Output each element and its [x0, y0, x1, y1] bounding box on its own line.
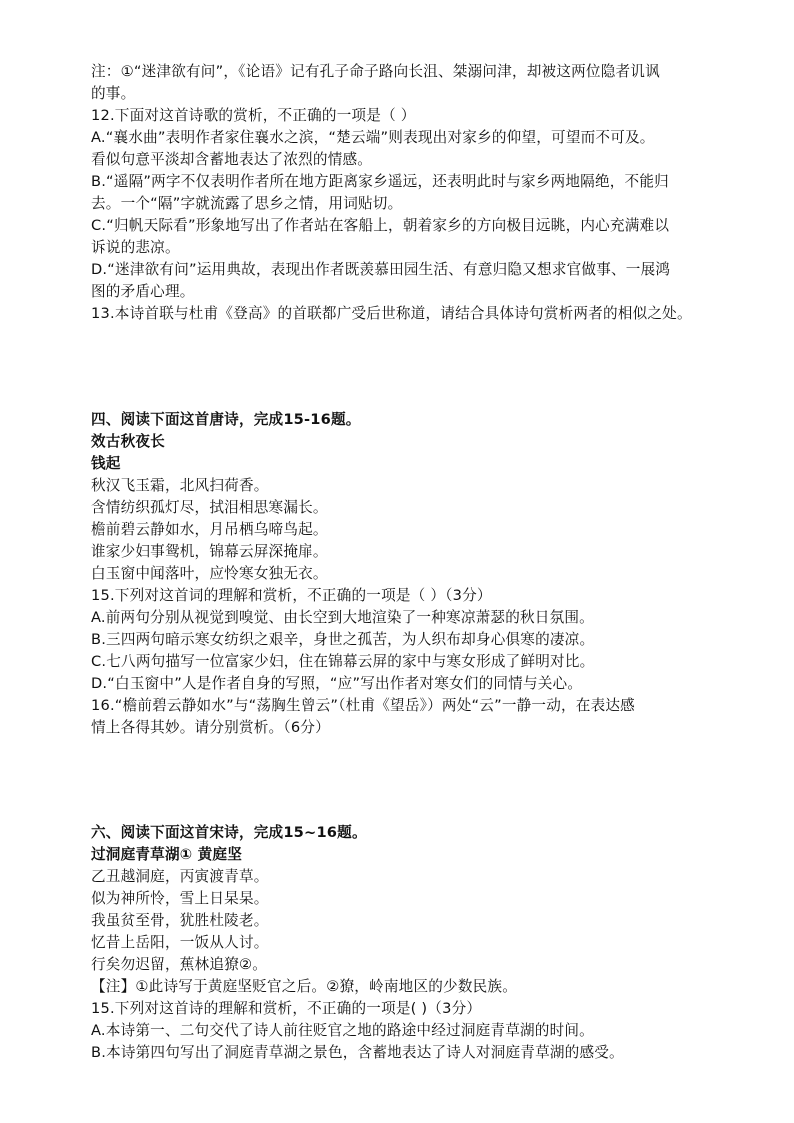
- poem-title-author: 过洞庭青草湖① 黄庭坚: [91, 846, 242, 863]
- note-line-2: 的事。: [91, 85, 136, 102]
- question-15: 15.下列对这首词的理解和赏析，不正确的一项是（ ）（3分）: [91, 587, 492, 604]
- section-6-heading: 六、阅读下面这首宋诗，完成15~16题。: [91, 824, 367, 841]
- q15-option-b: B.三四两句暗示寒女纺织之艰辛，身世之孤苦，为人织布却身心俱寒的凄凉。: [91, 631, 595, 648]
- poem-line: 檐前碧云静如水，月吊栖乌啼鸟起。: [91, 521, 328, 538]
- q12-option-c-line-2: 诉说的悲凉。: [91, 239, 180, 256]
- poem-line: 我虽贫至骨，犹胜杜陵老。: [91, 912, 269, 929]
- question-13: 13.本诗首联与杜甫《登高》的首联都广受后世称道，请结合具体诗句赏析两者的相似之处。: [91, 305, 692, 322]
- poem-author: 钱起: [91, 455, 121, 472]
- q12-option-a-line-1: A.“襄水曲”表明作者家住襄水之滨，“楚云端”则表现出对家乡的仰望，可望而不可及。: [91, 129, 655, 146]
- q12-option-c-line-1: C.“归帆天际看”形象地写出了作者站在客船上，朝着家乡的方向极目远眺，内心充满难以: [91, 217, 670, 234]
- section-4-heading: 四、阅读下面这首唐诗，完成15-16题。: [91, 411, 361, 428]
- q15-option-c: C.七八两句描写一位富家少妇，住在锦幕云屏的家中与寒女形成了鲜明对比。: [91, 653, 595, 670]
- q15-option-a: A.前两句分别从视觉到嗅觉、由长空到大地渲染了一种寒凉萧瑟的秋日氛围。: [91, 609, 594, 626]
- p6-q15-option-a: A.本诗第一、二句交代了诗人前往贬官之地的路途中经过洞庭青草湖的时间。: [91, 1022, 594, 1039]
- q12-option-b-line-2: 去。一个“隔”字就流露了思乡之情，用词贴切。: [91, 195, 403, 212]
- q12-option-a-line-2: 看似句意平淡却含蓄地表达了浓烈的情感。: [91, 151, 373, 168]
- question-12: 12.下面对这首诗歌的赏析，不正确的一项是（ ）: [91, 107, 416, 124]
- poem-line: 谁家少妇事鸳机，锦幕云屏深掩扉。: [91, 543, 328, 560]
- poem-line: 白玉窗中闻落叶，应怜寒女独无衣。: [91, 565, 328, 582]
- q12-option-d-line-1: D.“迷津欲有问”运用典故，表现出作者既羡慕田园生活、有意归隐又想求官做事、一展鸿: [91, 261, 671, 278]
- question-16-line-2: 情上各得其妙。请分别赏析。（6分）: [91, 719, 330, 736]
- note-line-1: 注：①“迷津欲有问”，《论语》记有孔子命子路向长沮、桀溺问津，却被这两位隐者讥讽: [91, 63, 660, 80]
- q15-option-d: D.“白玉窗中”人是作者自身的写照，“应”写出作者对寒女们的同情与关心。: [91, 675, 583, 692]
- poem-line: 含情纺织孤灯尽，拭泪相思寒漏长。: [91, 499, 328, 516]
- poem-note: 【注】①此诗写于黄庭坚贬官之后。②獠，岭南地区的少数民族。: [91, 978, 517, 995]
- question-16-line-1: 16.“檐前碧云静如水”与“荡胸生曾云”（杜甫《望岳》）两处“云”一静一动，在表达感: [91, 697, 635, 714]
- p6-q15-option-b: B.本诗第四句写出了洞庭青草湖之景色，含蓄地表达了诗人对洞庭青草湖的感受。: [91, 1044, 624, 1061]
- poem-line: 忆昔上岳阳，一饭从人讨。: [91, 934, 269, 951]
- poem-line: 似为神所怜，雪上日杲杲。: [91, 890, 269, 907]
- question-15-part6: 15.下列对这首诗的理解和赏析，不正确的一项是( )（3分）: [91, 1000, 482, 1017]
- poem-line: 行矣勿迟留，蕉林追獠②。: [91, 956, 268, 973]
- q12-option-d-line-2: 图的矛盾心理。: [91, 283, 195, 300]
- poem-line: 乙丑越洞庭，丙寅渡青草。: [91, 868, 269, 885]
- poem-title: 效古秋夜长: [91, 433, 165, 450]
- poem-line: 秋汉飞玉霜，北风扫荷香。: [91, 477, 269, 494]
- q12-option-b-line-1: B.“遥隔”两字不仅表明作者所在地方距离家乡遥远，还表明此时与家乡两地隔绝，不能归: [91, 173, 669, 190]
